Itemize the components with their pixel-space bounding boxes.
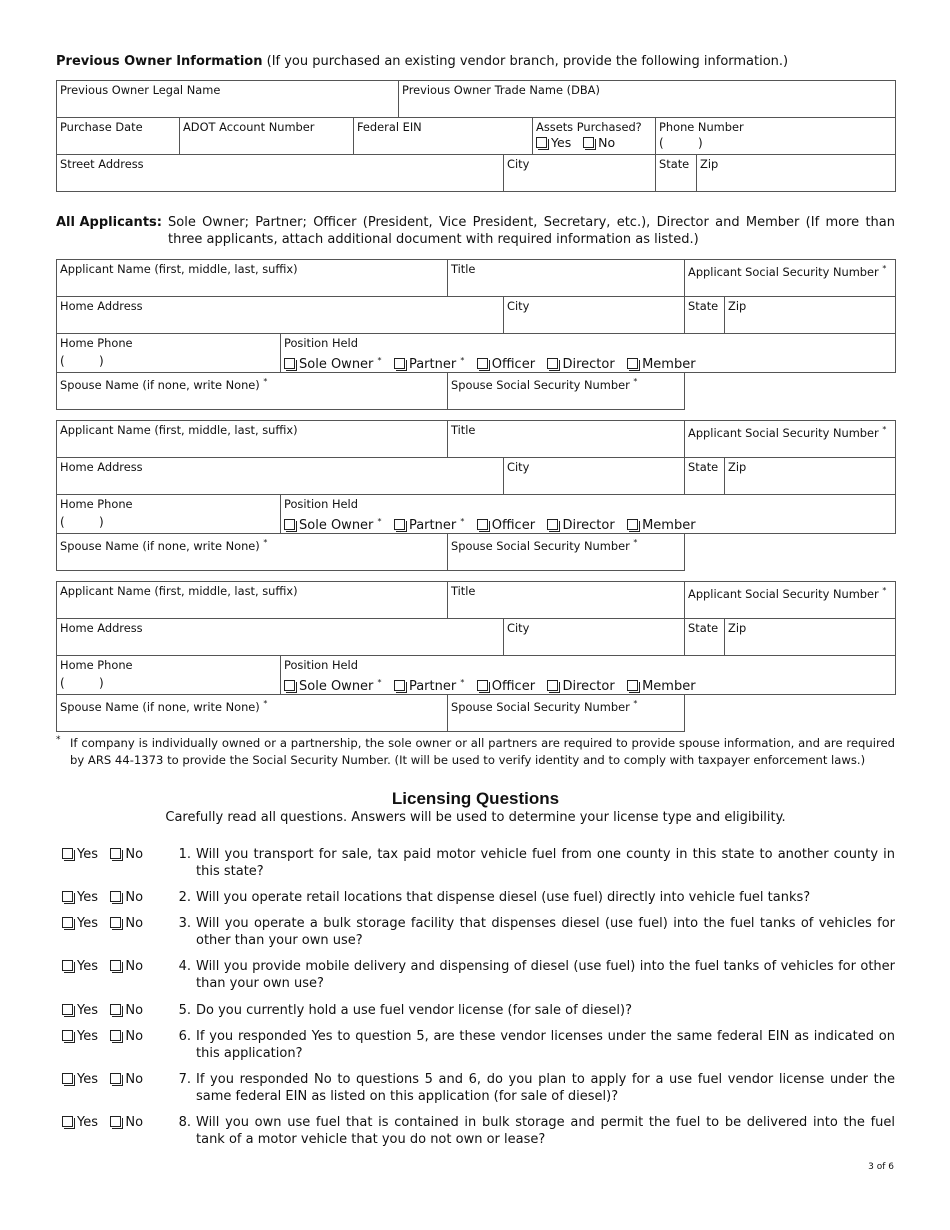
applicant-name-field[interactable]: Applicant Name (first, middle, last, suffix)	[57, 260, 448, 297]
home-state-field[interactable]: State	[685, 619, 725, 656]
member-checkbox[interactable]	[627, 680, 638, 691]
question-text: Will you operate retail locations that dispense diesel (use fuel) directly into vehicle fuel tanks?	[196, 890, 811, 905]
question-text: If you responded No to questions 5 and 6, do you plan to apply for a use fuel vendor license under the same federal EIN as listed on this application (for sale of diesel)?	[196, 1072, 895, 1104]
question-text: Will you own use fuel that is contained in bulk storage and permit the fuel to be delivered into the fuel tank of a motor vehicle that you do not own or lease?	[196, 1115, 895, 1147]
question-text: Do you currently hold a use fuel vendor license (for sale of diesel)?	[196, 1003, 633, 1018]
question-number: 8.	[178, 1115, 191, 1130]
member-checkbox[interactable]	[627, 519, 638, 530]
question-number: 3.	[178, 916, 191, 931]
question-no-checkbox[interactable]	[110, 1030, 121, 1041]
applicant-name-field[interactable]: Applicant Name (first, middle, last, suffix)	[57, 582, 448, 619]
position-held-field: Position Held Sole Owner * Partner * Officer Director Member	[281, 334, 896, 373]
spouse-ssn-field[interactable]: Spouse Social Security Number *	[448, 373, 685, 410]
question-no-checkbox[interactable]	[110, 917, 121, 928]
question-number: 5.	[178, 1003, 191, 1018]
adot-account-field[interactable]: ADOT Account Number	[180, 118, 354, 155]
licensing-question: Yes No 8. Will you own use fuel that is contained in bulk storage and permit the fuel to be delivered into the fuel tank of a motor vehicle that you do not own or lease?	[56, 1114, 895, 1148]
applicant-name-field[interactable]: Applicant Name (first, middle, last, suffix)	[57, 421, 448, 458]
spouse-name-field[interactable]: Spouse Name (if none, write None) *	[57, 534, 448, 571]
question-no-checkbox[interactable]	[110, 1116, 121, 1127]
previous-owner-heading: Previous Owner Information (If you purchased an existing vendor branch, provide the following information.)	[56, 54, 789, 69]
spouse-footnote: * If company is individually owned or a partnership, the sole owner or all partners are required to provide spouse information, and are required by ARS 44-1373 to provide the Social Security Number. (It will be used to verify identity and to comply with taxpayer enforcement laws.)	[56, 735, 895, 767]
applicant-table-2	[56, 420, 896, 571]
partner-checkbox[interactable]	[394, 680, 405, 691]
prev-owner-phone-field[interactable]: Phone Number ( )	[656, 118, 896, 155]
home-state-field[interactable]: State	[685, 458, 725, 495]
question-number: 1.	[178, 847, 191, 862]
prev-owner-zip-field[interactable]: Zip	[697, 155, 896, 192]
officer-checkbox[interactable]	[477, 519, 488, 530]
applicant-table-1	[56, 259, 896, 410]
home-city-field[interactable]: City	[504, 458, 685, 495]
home-zip-field[interactable]: Zip	[725, 619, 896, 656]
assets-no-checkbox[interactable]	[583, 137, 594, 148]
applicant-ssn-field[interactable]: Applicant Social Security Number *	[685, 421, 896, 458]
spouse-name-field[interactable]: Spouse Name (if none, write None) *	[57, 695, 448, 732]
spouse-ssn-field[interactable]: Spouse Social Security Number *	[448, 534, 685, 571]
licensing-question: Yes No 2. Will you operate retail locations that dispense diesel (use fuel) directly into vehicle fuel tanks?	[56, 889, 895, 906]
empty-cell	[685, 695, 896, 732]
partner-checkbox[interactable]	[394, 358, 405, 369]
assets-yes-checkbox[interactable]	[536, 137, 547, 148]
licensing-question: Yes No 6. If you responded Yes to question 5, are these vendor licenses under the same federal EIN as indicated on this application?	[56, 1028, 895, 1062]
question-number: 4.	[178, 959, 191, 974]
home-phone-field[interactable]: Home Phone ( )	[57, 656, 281, 695]
empty-cell	[685, 534, 896, 571]
question-yes-checkbox[interactable]	[62, 1004, 73, 1015]
member-checkbox[interactable]	[627, 358, 638, 369]
licensing-title: Licensing Questions	[391, 789, 560, 808]
applicant-ssn-field[interactable]: Applicant Social Security Number *	[685, 582, 896, 619]
licensing-subtitle: Carefully read all questions. Answers will be used to determine your license type and eligibility.	[165, 810, 786, 825]
director-checkbox[interactable]	[547, 358, 558, 369]
page-number: 3 of 6	[868, 1162, 894, 1172]
position-held-field: Position Held Sole Owner * Partner * Officer Director Member	[281, 656, 896, 695]
home-state-field[interactable]: State	[685, 297, 725, 334]
partner-checkbox[interactable]	[394, 519, 405, 530]
licensing-question: Yes No 5. Do you currently hold a use fuel vendor license (for sale of diesel)?	[56, 1002, 895, 1019]
question-yes-checkbox[interactable]	[62, 891, 73, 902]
licensing-question: Yes No 3. Will you operate a bulk storage facility that dispenses diesel (use fuel) into the fuel tanks of vehicles for other than your own use?	[56, 915, 895, 949]
assets-purchased-field: Assets Purchased? Yes No	[533, 118, 656, 155]
question-yes-checkbox[interactable]	[62, 1116, 73, 1127]
home-address-field[interactable]: Home Address	[57, 619, 504, 656]
question-yes-checkbox[interactable]	[62, 1030, 73, 1041]
home-address-field[interactable]: Home Address	[57, 458, 504, 495]
sole-owner-checkbox[interactable]	[284, 358, 295, 369]
previous-owner-table	[56, 80, 896, 192]
all-applicants-note: All Applicants: Sole Owner; Partner; Officer (President, Vice President, Secretary, etc.), Director and Member (If more than three applicants, attach additional document with required information as listed.)	[56, 215, 895, 247]
sole-owner-checkbox[interactable]	[284, 680, 295, 691]
director-checkbox[interactable]	[547, 519, 558, 530]
prev-owner-street-field[interactable]: Street Address	[57, 155, 504, 192]
question-text: Will you operate a bulk storage facility that dispenses diesel (use fuel) into the fuel tanks of vehicles for other than your own use?	[196, 916, 895, 948]
prev-owner-city-field[interactable]: City	[504, 155, 656, 192]
prev-owner-state-field[interactable]: State	[656, 155, 697, 192]
question-no-checkbox[interactable]	[110, 1004, 121, 1015]
applicant-title-field[interactable]: Title	[448, 582, 685, 619]
home-zip-field[interactable]: Zip	[725, 458, 896, 495]
applicant-ssn-field[interactable]: Applicant Social Security Number *	[685, 260, 896, 297]
applicant-table-3	[56, 581, 896, 732]
question-number: 7.	[178, 1072, 191, 1087]
home-city-field[interactable]: City	[504, 297, 685, 334]
question-number: 2.	[178, 890, 191, 905]
empty-cell	[685, 373, 896, 410]
question-no-checkbox[interactable]	[110, 848, 121, 859]
licensing-question: Yes No 1. Will you transport for sale, tax paid motor vehicle fuel from one county in this state to another county in this state?	[56, 846, 895, 880]
prev-owner-legal-name-field[interactable]: Previous Owner Legal Name	[57, 81, 399, 118]
home-address-field[interactable]: Home Address	[57, 297, 504, 334]
home-city-field[interactable]: City	[504, 619, 685, 656]
licensing-question: Yes No 4. Will you provide mobile delivery and dispensing of diesel (use fuel) into the fuel tanks of vehicles for other than your own use?	[56, 958, 895, 992]
sole-owner-checkbox[interactable]	[284, 519, 295, 530]
applicant-title-field[interactable]: Title	[448, 260, 685, 297]
question-text: Will you transport for sale, tax paid motor vehicle fuel from one county in this state to another county in this state?	[196, 847, 895, 879]
question-yes-checkbox[interactable]	[62, 848, 73, 859]
question-text: If you responded Yes to question 5, are these vendor licenses under the same federal EIN as indicated on this application?	[196, 1029, 895, 1061]
question-no-checkbox[interactable]	[110, 891, 121, 902]
question-number: 6.	[178, 1029, 191, 1044]
spouse-name-field[interactable]: Spouse Name (if none, write None) *	[57, 373, 448, 410]
home-zip-field[interactable]: Zip	[725, 297, 896, 334]
question-no-checkbox[interactable]	[110, 1073, 121, 1084]
question-yes-checkbox[interactable]	[62, 960, 73, 971]
director-checkbox[interactable]	[547, 680, 558, 691]
officer-checkbox[interactable]	[477, 680, 488, 691]
licensing-question: Yes No 7. If you responded No to questions 5 and 6, do you plan to apply for a use fuel vendor license under the same federal EIN as listed on this application (for sale of diesel)?	[56, 1071, 895, 1105]
question-text: Will you provide mobile delivery and dispensing of diesel (use fuel) into the fuel tanks of vehicles for other than your own use?	[196, 959, 895, 991]
applicant-title-field[interactable]: Title	[448, 421, 685, 458]
question-yes-checkbox[interactable]	[62, 1073, 73, 1084]
home-phone-field[interactable]: Home Phone ( )	[57, 495, 281, 534]
purchase-date-field[interactable]: Purchase Date	[57, 118, 180, 155]
question-yes-checkbox[interactable]	[62, 917, 73, 928]
position-held-field: Position Held Sole Owner * Partner * Officer Director Member	[281, 495, 896, 534]
federal-ein-field[interactable]: Federal EIN	[354, 118, 533, 155]
home-phone-field[interactable]: Home Phone ( )	[57, 334, 281, 373]
officer-checkbox[interactable]	[477, 358, 488, 369]
prev-owner-trade-name-field[interactable]: Previous Owner Trade Name (DBA)	[399, 81, 896, 118]
spouse-ssn-field[interactable]: Spouse Social Security Number *	[448, 695, 685, 732]
question-no-checkbox[interactable]	[110, 960, 121, 971]
